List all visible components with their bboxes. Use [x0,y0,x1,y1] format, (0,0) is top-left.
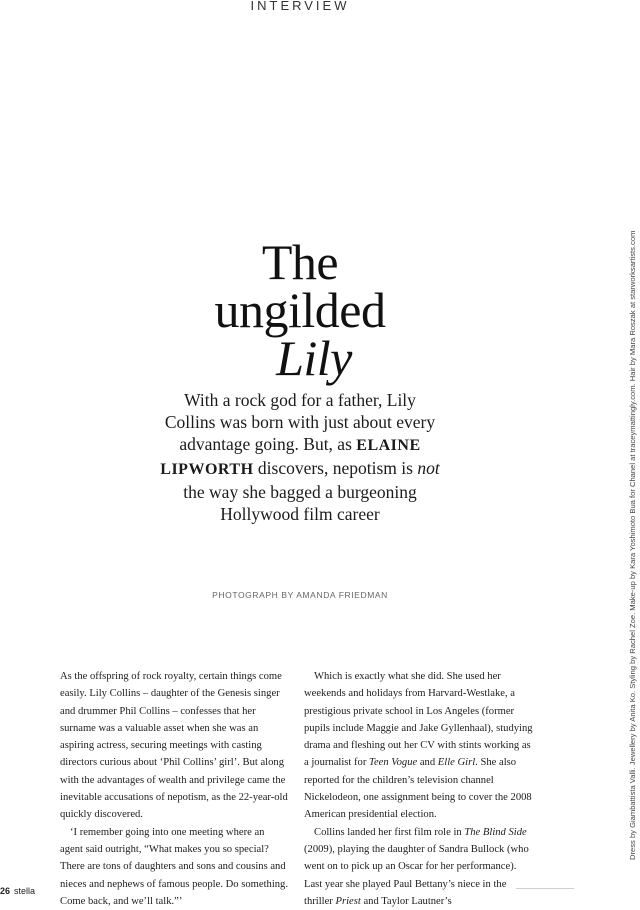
magazine-name: stella [14,886,36,896]
body-paragraph: ‘I remember going into one meeting where an agent said outright, “What makes you so special? There are tons of daughters and sons and cousins and nieces and nephews of famous people. Do something. Come back, and we’ll talk.”’ [60,826,289,907]
section-label: INTERVIEW [250,0,350,13]
standfirst-text-2: discovers, nepotism is [253,458,418,478]
body-text: Collins landed her first film role in [314,826,465,838]
body-paragraph: As the offspring of rock royalty, certain things come easily. Lily Collins – daughter of the Genesis singer and drummer Phil Collins – confesses that her surname was a valuable asset when she was an aspiring actress, securing meetings with casting directors curious about ‘Phil Collins’ girl’. But along with the advantages of wealth and privilege came the inevitable accusations of nepotism, as the 22-year-old quickly discovered. [60,671,288,821]
headline [150,234,450,386]
magazine-title: Elle Girl [437,757,476,769]
standfirst-emphasis: not [417,458,440,478]
body-text: and Taylor Lautner’s [360,895,452,907]
standfirst [160,389,440,525]
film-title: Priest [335,895,361,907]
body-column-right [304,668,534,910]
body-paragraph [304,668,534,824]
page-number: 26 [0,886,11,896]
photo-credit: PHOTOGRAPH BY AMANDA FRIEDMAN [212,590,388,600]
body-text: and [417,757,438,769]
author-byline: ELAINE LIPWORTH [160,437,421,478]
fashion-credits: Dress by Giambattista Valli. Jewellery by Anita Ko. Styling by Rachel Zoe. Make-up by Kara Yoshimoto Bua for Chanel at traceymattingly.com. Hair by Mara Roszak at starworksartists.com [628,230,637,860]
body-text: . She also reported for the children’s television channel Nickelodeon, one assignment being to cover the 2008 American presidential election. [304,757,532,821]
body-text: (2009), playing the daughter of Sandra Bullock (who went on to pick up an Oscar for her performance). Last year she played Paul Bettany’s niece in the thriller [304,843,529,907]
standfirst-text-3: the way she bagged a burgeoning Hollywood film career [183,482,417,524]
footer-rule [516,888,574,889]
body-paragraph [304,824,534,910]
film-title: The Blind Side [464,826,527,838]
headline-line-2: ungilded [214,282,386,338]
magazine-title: Teen Vogue [369,757,418,769]
standfirst-text-1: With a rock god for a father, Lily Collins was born with just about every advantage going. But, as [164,390,436,454]
body-text: Which is exactly what she did. She used her weekends and holidays from Harvard-Westlake, a prestigious private school in Los Angeles (former pupils include Maggie and Jake Gyllenhaal), studying drama and fleshing out her CV with stints working as a journalist for [304,671,533,769]
page-folio [0,886,35,896]
body-column-left [60,668,290,910]
headline-line-1: The [261,234,339,290]
headline-line-3: Lily [276,330,352,386]
